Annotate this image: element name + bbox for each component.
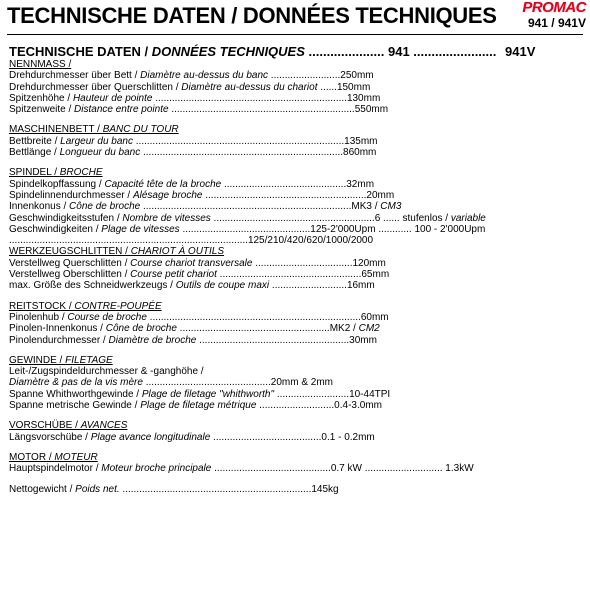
spec-row: Längsvorschübe / Plage avance longitudinale .......................................0.1 - 0.2mm: [9, 431, 375, 443]
spec-row: Bettbreite / Largeur du banc ...........................................................................135mm: [9, 135, 378, 147]
spec-row: Drehdurchmesser über Querschlitten / Diamètre au-dessus du chariot ......150mm: [9, 81, 371, 93]
spec-row-speedlist: ......................................................................................125/210/420/620/1000/2000: [9, 235, 374, 247]
spec-row: Spindelkopffassung / Capacité tête de la broche ............................................32mm: [9, 178, 375, 190]
spec-row: Spitzenhöhe / Hauteur de pointe .....................................................................130mm: [9, 92, 381, 104]
spec-row: Spitzenweite / Distance entre pointe ..................................................................550mm: [9, 104, 389, 116]
logo-models: 941 / 941V: [527, 16, 586, 30]
spec-row: Verstellweg Querschlitten / Course chariot transversale ...................................120mm: [9, 257, 386, 269]
table-header: TECHNISCHE DATEN / DONNÉES TECHNIQUES ..................... 941 ....................... 941V: [9, 44, 536, 59]
page-banner-title: TECHNISCHE DATEN / DONNÉES TECHNIQUES: [7, 3, 497, 28]
spec-row: Pinolendurchmesser / Diamètre de broche ......................................................30mm: [9, 334, 377, 346]
spec-row: Diamètre & pas de la vis mère .............................................20mm & 2mm: [9, 377, 333, 389]
section-schlitten-title: WERKZEUGSCHLITTEN / CHARIOT À OUTILS: [9, 246, 225, 258]
spec-row: Pinolen-Innenkonus / Cône de broche ......................................................MK2 / CM2: [9, 323, 380, 335]
spec-row: Drehdurchmesser über Bett / Diamètre au-dessus du banc .........................250mm: [9, 70, 374, 82]
spec-row: Spanne metrische Gewinde / Plage de filetage métrique ...........................0.4-3.0mm: [9, 400, 382, 412]
banner-rule: [7, 34, 583, 35]
promac-logo: [522, 1, 586, 30]
section-bett-title: MASCHINENBETT / BANC DU TOUR: [9, 124, 179, 136]
spec-row: Spanne Whithworthgewinde / Plage de filetage "whithworth" ..........................10-44TPI: [9, 388, 391, 400]
spec-row-speedsteps: Geschwindigkeitsstufen / Nombre de vitesses ..........................................................6 ...... stufenlos / variable: [9, 212, 486, 224]
section-motor-title: MOTOR / MOTEUR: [9, 451, 98, 463]
section-gewinde-title: GEWINDE / FILETAGE: [9, 354, 113, 366]
section-spindel-title: SPINDEL / BROCHE: [9, 167, 103, 179]
spec-row: Pinolenhub / Course de broche ............................................................................60mm: [9, 311, 389, 323]
section-vorschub-title: VORSCHÜBE / AVANCES: [9, 420, 128, 432]
section-nennmass-title: NENNMASS /: [9, 59, 72, 70]
spec-table: [9, 44, 583, 495]
spec-row-speeds: Geschwindigkeiten / Plage de vitesses ..............................................125-2'000Upm ............ 100 - 2'000Upm: [9, 223, 486, 235]
spec-row: Hauptspindelmotor / Moteur broche principale ..........................................0.7 kW ............................ 1.3kW: [9, 463, 474, 475]
spec-row: Spindelinnendurchmesser / Alésage broche ..........................................................20mm: [9, 189, 395, 201]
spec-row: Bettlänge / Longueur du banc ........................................................................860mm: [9, 147, 377, 159]
spec-row-weight: Nettogewicht / Poids net. ....................................................................145kg: [9, 483, 339, 495]
section-reitstock-title: REITSTOCK / CONTRE-POUPÉE: [9, 300, 162, 312]
logo-mark: PROMAC: [522, 0, 586, 16]
spec-row: Verstellweg Oberschlitten / Course petit chariot ...................................................65mm: [9, 269, 390, 281]
spec-row: Innenkonus / Cône de broche ...........................................................................MK3 / CM3: [9, 201, 402, 213]
spec-row: max. Größe des Schneidwerkzeugs / Outils de coupe maxi ...........................16mm: [9, 280, 375, 292]
spec-row: Leit-/Zugspindeldurchmesser & -ganghöhe /: [9, 366, 204, 378]
